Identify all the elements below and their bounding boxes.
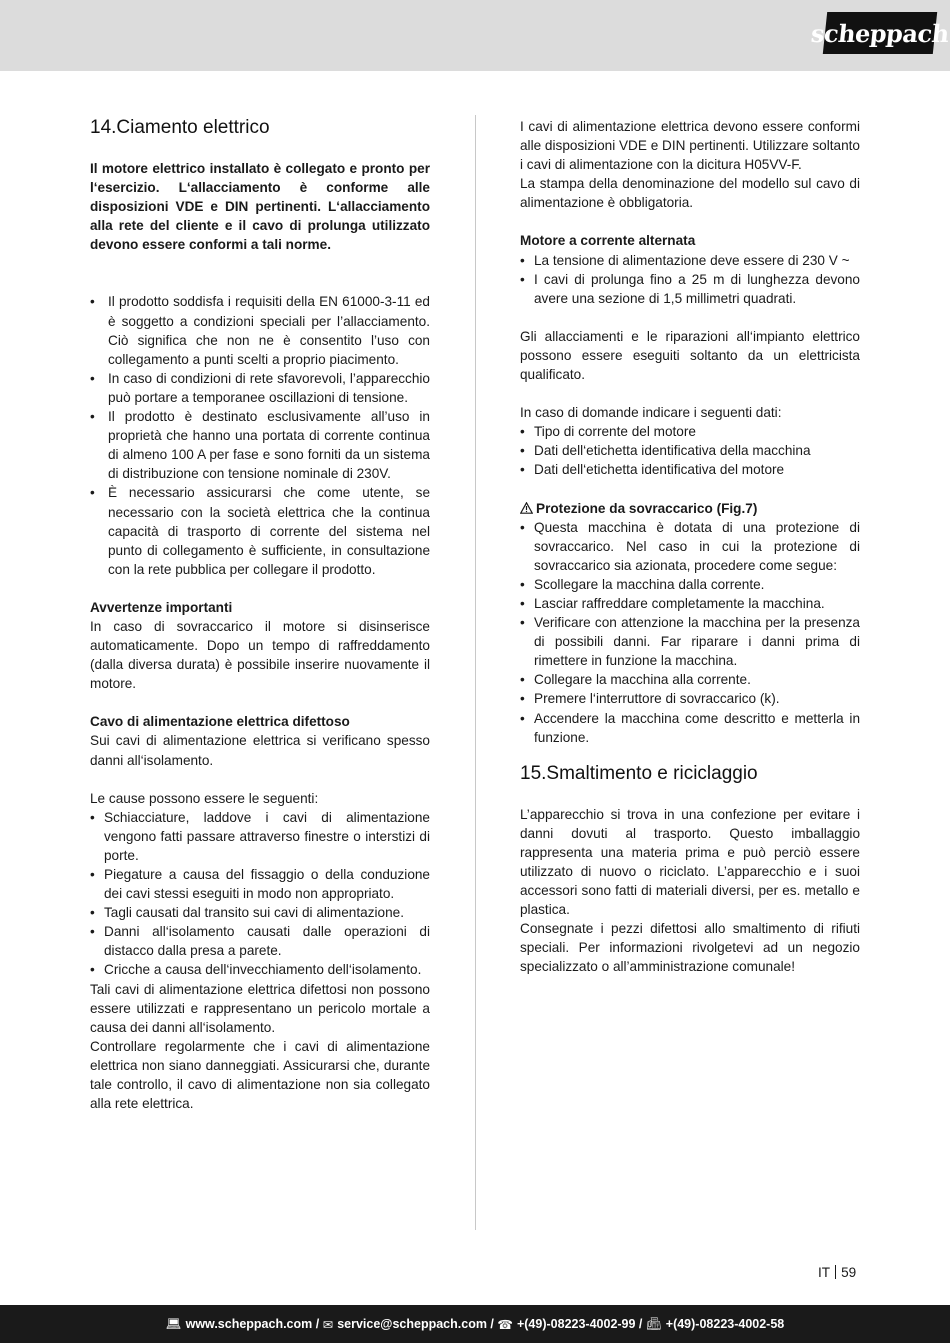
section-number: 15.: [520, 762, 547, 784]
defective-cable-text: Sui cavi di alimentazione elettrica si verificano spesso danni all‘isolamento.: [90, 733, 430, 768]
column-divider: [475, 115, 476, 1230]
brand-logo: [809, 12, 950, 54]
section-title: Smaltimento e riciclaggio: [546, 762, 758, 784]
closing-paragraph-1: Tali cavi di alimentazione elettrica difettosi non possono essere utilizzati e rappresentano un pericolo mortale a causa dei danni all‘isolamento.: [90, 981, 430, 1035]
ac-motor-list: [520, 251, 860, 308]
footer-phone: +(49)-08223-4002-99 /: [516, 1317, 643, 1331]
footer-contact-bar: [0, 1305, 950, 1343]
page-separator: [835, 1265, 836, 1279]
defective-cable-heading: Cavo di alimentazione elettrica difettoso: [90, 714, 350, 730]
fax-icon: 📠︎: [645, 1316, 662, 1331]
page-number-value: 59: [841, 1265, 857, 1280]
list-item: • Tipo di corrente del motore: [520, 422, 860, 441]
closing-paragraph-2: Controllare regolarmente che i cavi di alimentazione elettrica non siano danneggiati. Assicurarsi che, durante tale controllo, il cavo di alimentazione non sia collegato alla rete elettrica.: [90, 1038, 430, 1112]
list-item: • I cavi di prolunga fino a 25 m di lunghezza devono avere una sezione di 1,5 millimetri quadrati.: [520, 270, 860, 308]
computer-icon: 💻︎: [165, 1316, 182, 1331]
list-item: • Il prodotto è destinato esclusivamente all’uso in proprietà che hanno una portata di corrente continua di almeno 100 A per fase e sono forniti da un sistema di distribuzione con tensione nominale di 230V.: [90, 407, 430, 483]
list-item: • Piegature a causa del fissaggio o della conduzione dei cavi stessi eseguiti in modo non appropriato.: [90, 865, 430, 903]
footer-website[interactable]: www.scheppach.com /: [185, 1317, 320, 1331]
list-item: • Collegare la macchina alla corrente.: [520, 670, 860, 689]
electrician-paragraph: Gli allacciamenti e le riparazioni all‘impianto elettrico possono essere eseguiti soltanto da un elettricista qualificato.: [520, 328, 860, 383]
list-item: • Cricche a causa dell‘invecchiamento dell‘isolamento.: [90, 960, 430, 979]
disposal-paragraph-2: Consegnate i pezzi difettosi allo smaltimento di rifiuti speciali. Per informazioni rivolgetevi ad un negozio specializzato o all’amministrazione comunale!: [520, 921, 860, 975]
list-item: • Il prodotto soddisfa i requisiti della EN 61000-3-11 ed è soggetto a condizioni speciali per l’allacciamento. Ciò significa che non ne è consentito l’uso con collegamento a punti scelti a proprio piacimento.: [90, 292, 430, 368]
logo-text: scheppach: [809, 18, 950, 48]
header-band: [0, 0, 950, 71]
footer-email[interactable]: service@scheppach.com /: [337, 1317, 494, 1331]
questions-list: [520, 422, 860, 479]
overload-list: [520, 518, 860, 747]
list-item: • In caso di condizioni di rete sfavorevoli, l’apparecchio può portare a temporanee oscillazioni di tensione.: [90, 369, 430, 407]
list-item: • Tagli causati dal transito sui cavi di alimentazione.: [90, 903, 430, 922]
ac-motor-heading: Motore a corrente alternata: [520, 233, 696, 249]
list-item: • Verificare con attenzione la macchina per la presenza di possibili danni. Far riparare i danni prima di rimettere in funzione la macchina.: [520, 613, 860, 670]
page-language: IT: [818, 1265, 831, 1280]
list-item: • Questa macchina è dotata di una protezione di sovraccarico. Nel caso in cui la protezione di sovraccarico sia azionata, procedere come segue:: [520, 518, 860, 575]
list-item: • Danni all‘isolamento causati dalle operazioni di distacco dalla presa a parete.: [90, 922, 430, 960]
list-item: • Premere l‘interruttore di sovraccarico (k).: [520, 689, 860, 708]
questions-intro: In caso di domande indicare i seguenti dati:: [520, 405, 782, 421]
warning-triangle-icon: [520, 501, 533, 516]
list-item: • Dati dell‘etichetta identificativa del motore: [520, 460, 860, 479]
cables-paragraph-2: La stampa della denominazione del modello sul cavo di alimentazione è obbligatoria.: [520, 176, 860, 211]
section-heading-14: [90, 117, 430, 139]
list-item: • Lasciar raffreddare completamente la macchina.: [520, 594, 860, 613]
left-column: [90, 117, 430, 1113]
causes-list: [90, 808, 430, 980]
warnings-heading: Avvertenze importanti: [90, 599, 233, 615]
intro-paragraph: Il motore elettrico installato è collegato e pronto per l‘esercizio. L‘allacciamento è conforme alle disposizioni VDE e DIN pertinenti. L‘allacciamento alla rete del cliente e il cavo di prolunga utilizzato devono essere conformi a tali norme.: [90, 161, 430, 253]
list-item: • È necessario assicurarsi che come utente, se necessario con la società elettrica che la continua capacità di trasporto di corrente del sistema nel punto di collegamento è sufficiente, in consultazione con la rete pubblica per collegare il prodotto.: [90, 483, 430, 578]
causes-intro: Le cause possono essere le seguenti:: [90, 790, 319, 806]
overload-heading-text: Protezione da sovraccarico (Fig.7): [536, 500, 758, 516]
disposal-paragraph-1: L’apparecchio si trova in una confezione per evitare i danni dovuti al trasporto. Questo imballaggio rappresenta una materia prima e può perciò essere utilizzato di nuovo o riciclato. L’apparecchio e i suoi accessori sono fatti di materiali diversi, per es. metallo e plastica.: [520, 806, 860, 918]
list-item: • Schiacciature, laddove i cavi di alimentazione vengono fatti passare attraverso finestre o interstizi di porte.: [90, 808, 430, 865]
list-item: • Accendere la macchina come descritto e metterla in funzione.: [520, 709, 860, 747]
page-number: [818, 1265, 856, 1280]
phone-icon: ☎︎: [497, 1317, 513, 1332]
section-number: 14.: [90, 117, 117, 138]
section-title: Ciamento elettrico: [116, 117, 270, 138]
list-item: • Dati dell‘etichetta identificativa della macchina: [520, 441, 860, 460]
list-item: • La tensione di alimentazione deve essere di 230 V ~: [520, 251, 860, 270]
list-item: • Scollegare la macchina dalla corrente.: [520, 575, 860, 594]
mail-icon: ✉︎: [322, 1317, 334, 1332]
section-heading-15: [520, 763, 860, 785]
requirements-list: [90, 292, 430, 578]
right-column: [520, 117, 860, 977]
overload-heading: [520, 499, 860, 518]
cables-paragraph-1: I cavi di alimentazione elettrica devono essere conformi alle disposizioni VDE e DIN pertinenti. Utilizzare soltanto i cavi di alimentazione con la dicitura H05VV-F.: [520, 119, 860, 173]
footer-fax: +(49)-08223-4002-58: [665, 1317, 785, 1331]
warnings-text: In caso di sovraccarico il motore si disinserisce automaticamente. Dopo un tempo di raffreddamento (dalla diversa durata) è possibile inserire nuovamente il motore.: [90, 618, 430, 692]
